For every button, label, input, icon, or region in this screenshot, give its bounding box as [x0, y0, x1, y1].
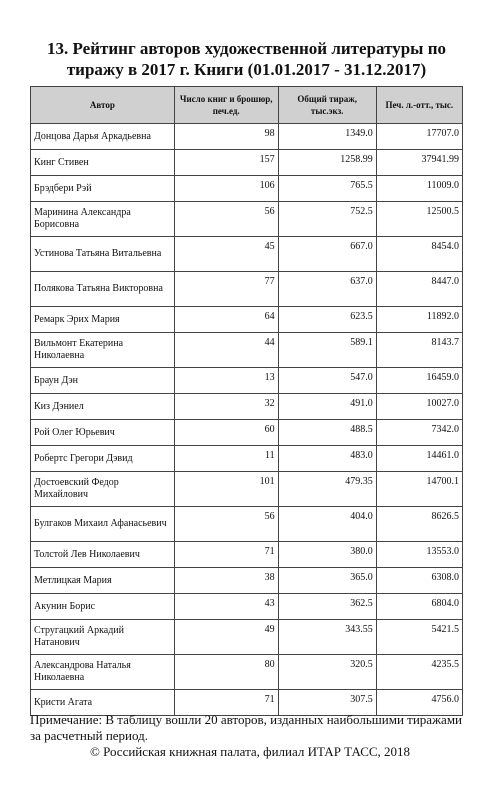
books-cell: 56 [174, 202, 278, 237]
books-cell: 38 [174, 568, 278, 594]
pages-cell: 4756.0 [376, 690, 462, 716]
books-cell: 44 [174, 333, 278, 368]
author-cell: Рой Олег Юрьевич [31, 420, 175, 446]
circulation-cell: 637.0 [278, 272, 376, 307]
author-cell: Кристи Агата [31, 690, 175, 716]
circulation-cell: 765.5 [278, 176, 376, 202]
books-cell: 11 [174, 446, 278, 472]
pages-cell: 17707.0 [376, 124, 462, 150]
circulation-cell: 483.0 [278, 446, 376, 472]
author-cell: Кинг Стивен [31, 150, 175, 176]
pages-cell: 13553.0 [376, 542, 462, 568]
author-cell: Ремарк Эрих Мария [31, 307, 175, 333]
copyright-line: © Российская книжная палата, филиал ИТАР ТАСС, 2018 [89, 744, 411, 759]
table-row [31, 368, 463, 394]
author-cell: Булгаков Михаил Афанасьевич [31, 507, 175, 542]
header-circulation: Общий тираж, тыс.экз. [278, 87, 376, 124]
author-cell: Стругацкий Аркадий Натанович [31, 620, 175, 655]
table-note: Примечание: В таблицу вошли 20 авторов, изданных наибольшими тиражами за расчетный период. [30, 712, 463, 743]
table-row [31, 176, 463, 202]
books-cell: 71 [174, 690, 278, 716]
books-cell: 98 [174, 124, 278, 150]
table-row [31, 237, 463, 272]
table-row [31, 620, 463, 655]
books-cell: 101 [174, 472, 278, 507]
circulation-cell: 365.0 [278, 568, 376, 594]
pages-cell: 8626.5 [376, 507, 462, 542]
pages-cell: 11009.0 [376, 176, 462, 202]
circulation-cell: 667.0 [278, 237, 376, 272]
header-books: Число книг и брошюр, печ.ед. [174, 87, 278, 124]
circulation-cell: 343.55 [278, 620, 376, 655]
table-row [31, 394, 463, 420]
books-cell: 77 [174, 272, 278, 307]
table-row [31, 655, 463, 690]
circulation-cell: 307.5 [278, 690, 376, 716]
table-title: 13. Рейтинг авторов художественной литературы по тиражу в 2017 г. Книги (01.01.2017 - 31.12.2017) [47, 39, 446, 79]
circulation-cell: 404.0 [278, 507, 376, 542]
books-cell: 106 [174, 176, 278, 202]
circulation-cell: 589.1 [278, 333, 376, 368]
pages-cell: 4235.5 [376, 655, 462, 690]
author-cell: Полякова Татьяна Викторовна [31, 272, 175, 307]
pages-cell: 11892.0 [376, 307, 462, 333]
header-author: Автор [31, 87, 175, 124]
author-cell: Устинова Татьяна Витальевна [31, 237, 175, 272]
circulation-cell: 362.5 [278, 594, 376, 620]
pages-cell: 14700.1 [376, 472, 462, 507]
pages-cell: 8143.7 [376, 333, 462, 368]
table-body [31, 124, 463, 716]
books-cell: 49 [174, 620, 278, 655]
books-cell: 56 [174, 507, 278, 542]
books-cell: 45 [174, 237, 278, 272]
table-row [31, 446, 463, 472]
author-cell: Робертс Грегори Дэвид [31, 446, 175, 472]
table-row [31, 202, 463, 237]
table-row [31, 333, 463, 368]
table-row [31, 420, 463, 446]
author-cell: Донцова Дарья Аркадьевна [31, 124, 175, 150]
pages-cell: 8454.0 [376, 237, 462, 272]
author-cell: Акунин Борис [31, 594, 175, 620]
circulation-cell: 1258.99 [278, 150, 376, 176]
books-cell: 71 [174, 542, 278, 568]
author-cell: Достоевский Федор Михайлович [31, 472, 175, 507]
circulation-cell: 547.0 [278, 368, 376, 394]
circulation-cell: 623.5 [278, 307, 376, 333]
table-row [31, 124, 463, 150]
table-row [31, 507, 463, 542]
author-cell: Брэдбери Рэй [31, 176, 175, 202]
pages-cell: 14461.0 [376, 446, 462, 472]
pages-cell: 5421.5 [376, 620, 462, 655]
pages-cell: 7342.0 [376, 420, 462, 446]
circulation-cell: 752.5 [278, 202, 376, 237]
circulation-cell: 380.0 [278, 542, 376, 568]
table-row [31, 272, 463, 307]
pages-cell: 16459.0 [376, 368, 462, 394]
pages-cell: 37941.99 [376, 150, 462, 176]
books-cell: 80 [174, 655, 278, 690]
pages-cell: 6804.0 [376, 594, 462, 620]
books-cell: 43 [174, 594, 278, 620]
circulation-cell: 479.35 [278, 472, 376, 507]
circulation-cell: 1349.0 [278, 124, 376, 150]
books-cell: 157 [174, 150, 278, 176]
header-pages: Печ. л.-отт., тыс. [376, 87, 462, 124]
circulation-cell: 320.5 [278, 655, 376, 690]
pages-cell: 10027.0 [376, 394, 462, 420]
circulation-cell: 488.5 [278, 420, 376, 446]
table-row [31, 542, 463, 568]
table-row [31, 568, 463, 594]
author-cell: Александрова Наталья Николаевна [31, 655, 175, 690]
author-rating-table [30, 86, 463, 716]
author-cell: Киз Дэниел [31, 394, 175, 420]
books-cell: 13 [174, 368, 278, 394]
author-cell: Маринина Александра Борисовна [31, 202, 175, 237]
table-row [31, 307, 463, 333]
circulation-cell: 491.0 [278, 394, 376, 420]
books-cell: 60 [174, 420, 278, 446]
author-cell: Браун Дэн [31, 368, 175, 394]
author-cell: Метлицкая Мария [31, 568, 175, 594]
table-row [31, 150, 463, 176]
table-row [31, 472, 463, 507]
pages-cell: 8447.0 [376, 272, 462, 307]
books-cell: 32 [174, 394, 278, 420]
author-cell: Толстой Лев Николаевич [31, 542, 175, 568]
table-row [31, 594, 463, 620]
pages-cell: 6308.0 [376, 568, 462, 594]
books-cell: 64 [174, 307, 278, 333]
pages-cell: 12500.5 [376, 202, 462, 237]
table-header-row [31, 87, 463, 124]
author-cell: Вильмонт Екатерина Николаевна [31, 333, 175, 368]
